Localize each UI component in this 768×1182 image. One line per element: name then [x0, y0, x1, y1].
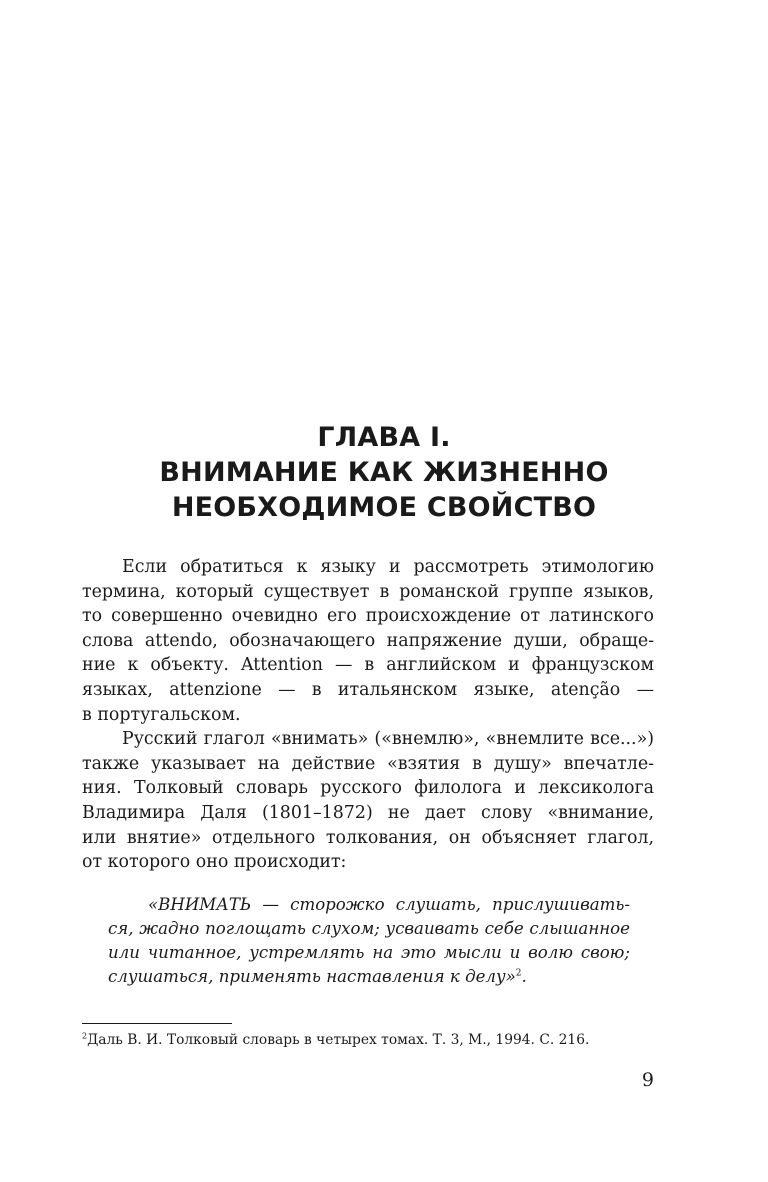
dictionary-quote — [108, 893, 630, 989]
text-line: или внятие» отдельного толкования, он объясняет глагол, — [82, 827, 654, 848]
text-line: ние к объекту. Attention — в английском и французском — [82, 655, 654, 676]
body-text — [82, 555, 654, 875]
text-line: слова attendo, обозначающего напряжение души, обраще- — [82, 630, 654, 651]
text-line: Русский глагол «внимать» («внемлю», «внемлите все...») — [122, 729, 654, 750]
quote-line: слушаться, применять наставления к делу» — [108, 967, 516, 986]
quote-line: или читанное, устремлять на это мысли и волю свою; — [108, 943, 630, 962]
text-line: от которого оно происходит: — [82, 852, 347, 873]
text-line: также указывает на действие «взятия в душу» впечатле- — [82, 753, 654, 774]
footnote-reference[interactable]: 2 — [515, 968, 522, 979]
footnote-marker: 2 — [82, 1031, 88, 1041]
page-number: 9 — [641, 1069, 654, 1091]
text-line: языках, attenzione — в итальянском языке, atenção — — [82, 679, 654, 700]
chapter-title-line-1: ВНИМАНИЕ КАК ЖИЗНЕННО — [159, 457, 609, 488]
text-line: то совершенно очевидно его происхождение от латинского — [82, 606, 654, 627]
chapter-number: ГЛАВА I. — [317, 422, 451, 453]
paragraph-russian-verb — [82, 727, 654, 875]
footnote — [82, 1031, 589, 1049]
text-line: Если обратиться к языку и рассмотреть этимологию — [122, 557, 654, 577]
chapter-heading — [0, 420, 768, 525]
quote-last-line — [108, 965, 630, 989]
quote-line: ся, жадно поглощать слухом; усваивать себе слышанное — [108, 919, 630, 938]
text-line: термина, который существует в романской группе языков, — [82, 581, 654, 602]
quote-closing: . — [521, 967, 527, 986]
text-line: Владимира Даля (1801–1872) не дает слову «внимание, — [82, 802, 654, 823]
footnote-divider — [82, 1023, 232, 1024]
paragraph-etymology — [82, 555, 654, 727]
quote-line: «ВНИМАТЬ — сторожко слушать, прислушивать- — [148, 895, 630, 914]
footnote-text: Даль В. И. Толковый словарь в четырех томах. Т. 3, М., 1994. С. 216. — [87, 1032, 590, 1048]
text-line: ния. Толковый словарь русского филолога и лексиколога — [82, 778, 654, 799]
text-line: в португальском. — [82, 704, 241, 725]
chapter-title-line-2: НЕОБХОДИМОЕ СВОЙСТВО — [171, 492, 597, 523]
